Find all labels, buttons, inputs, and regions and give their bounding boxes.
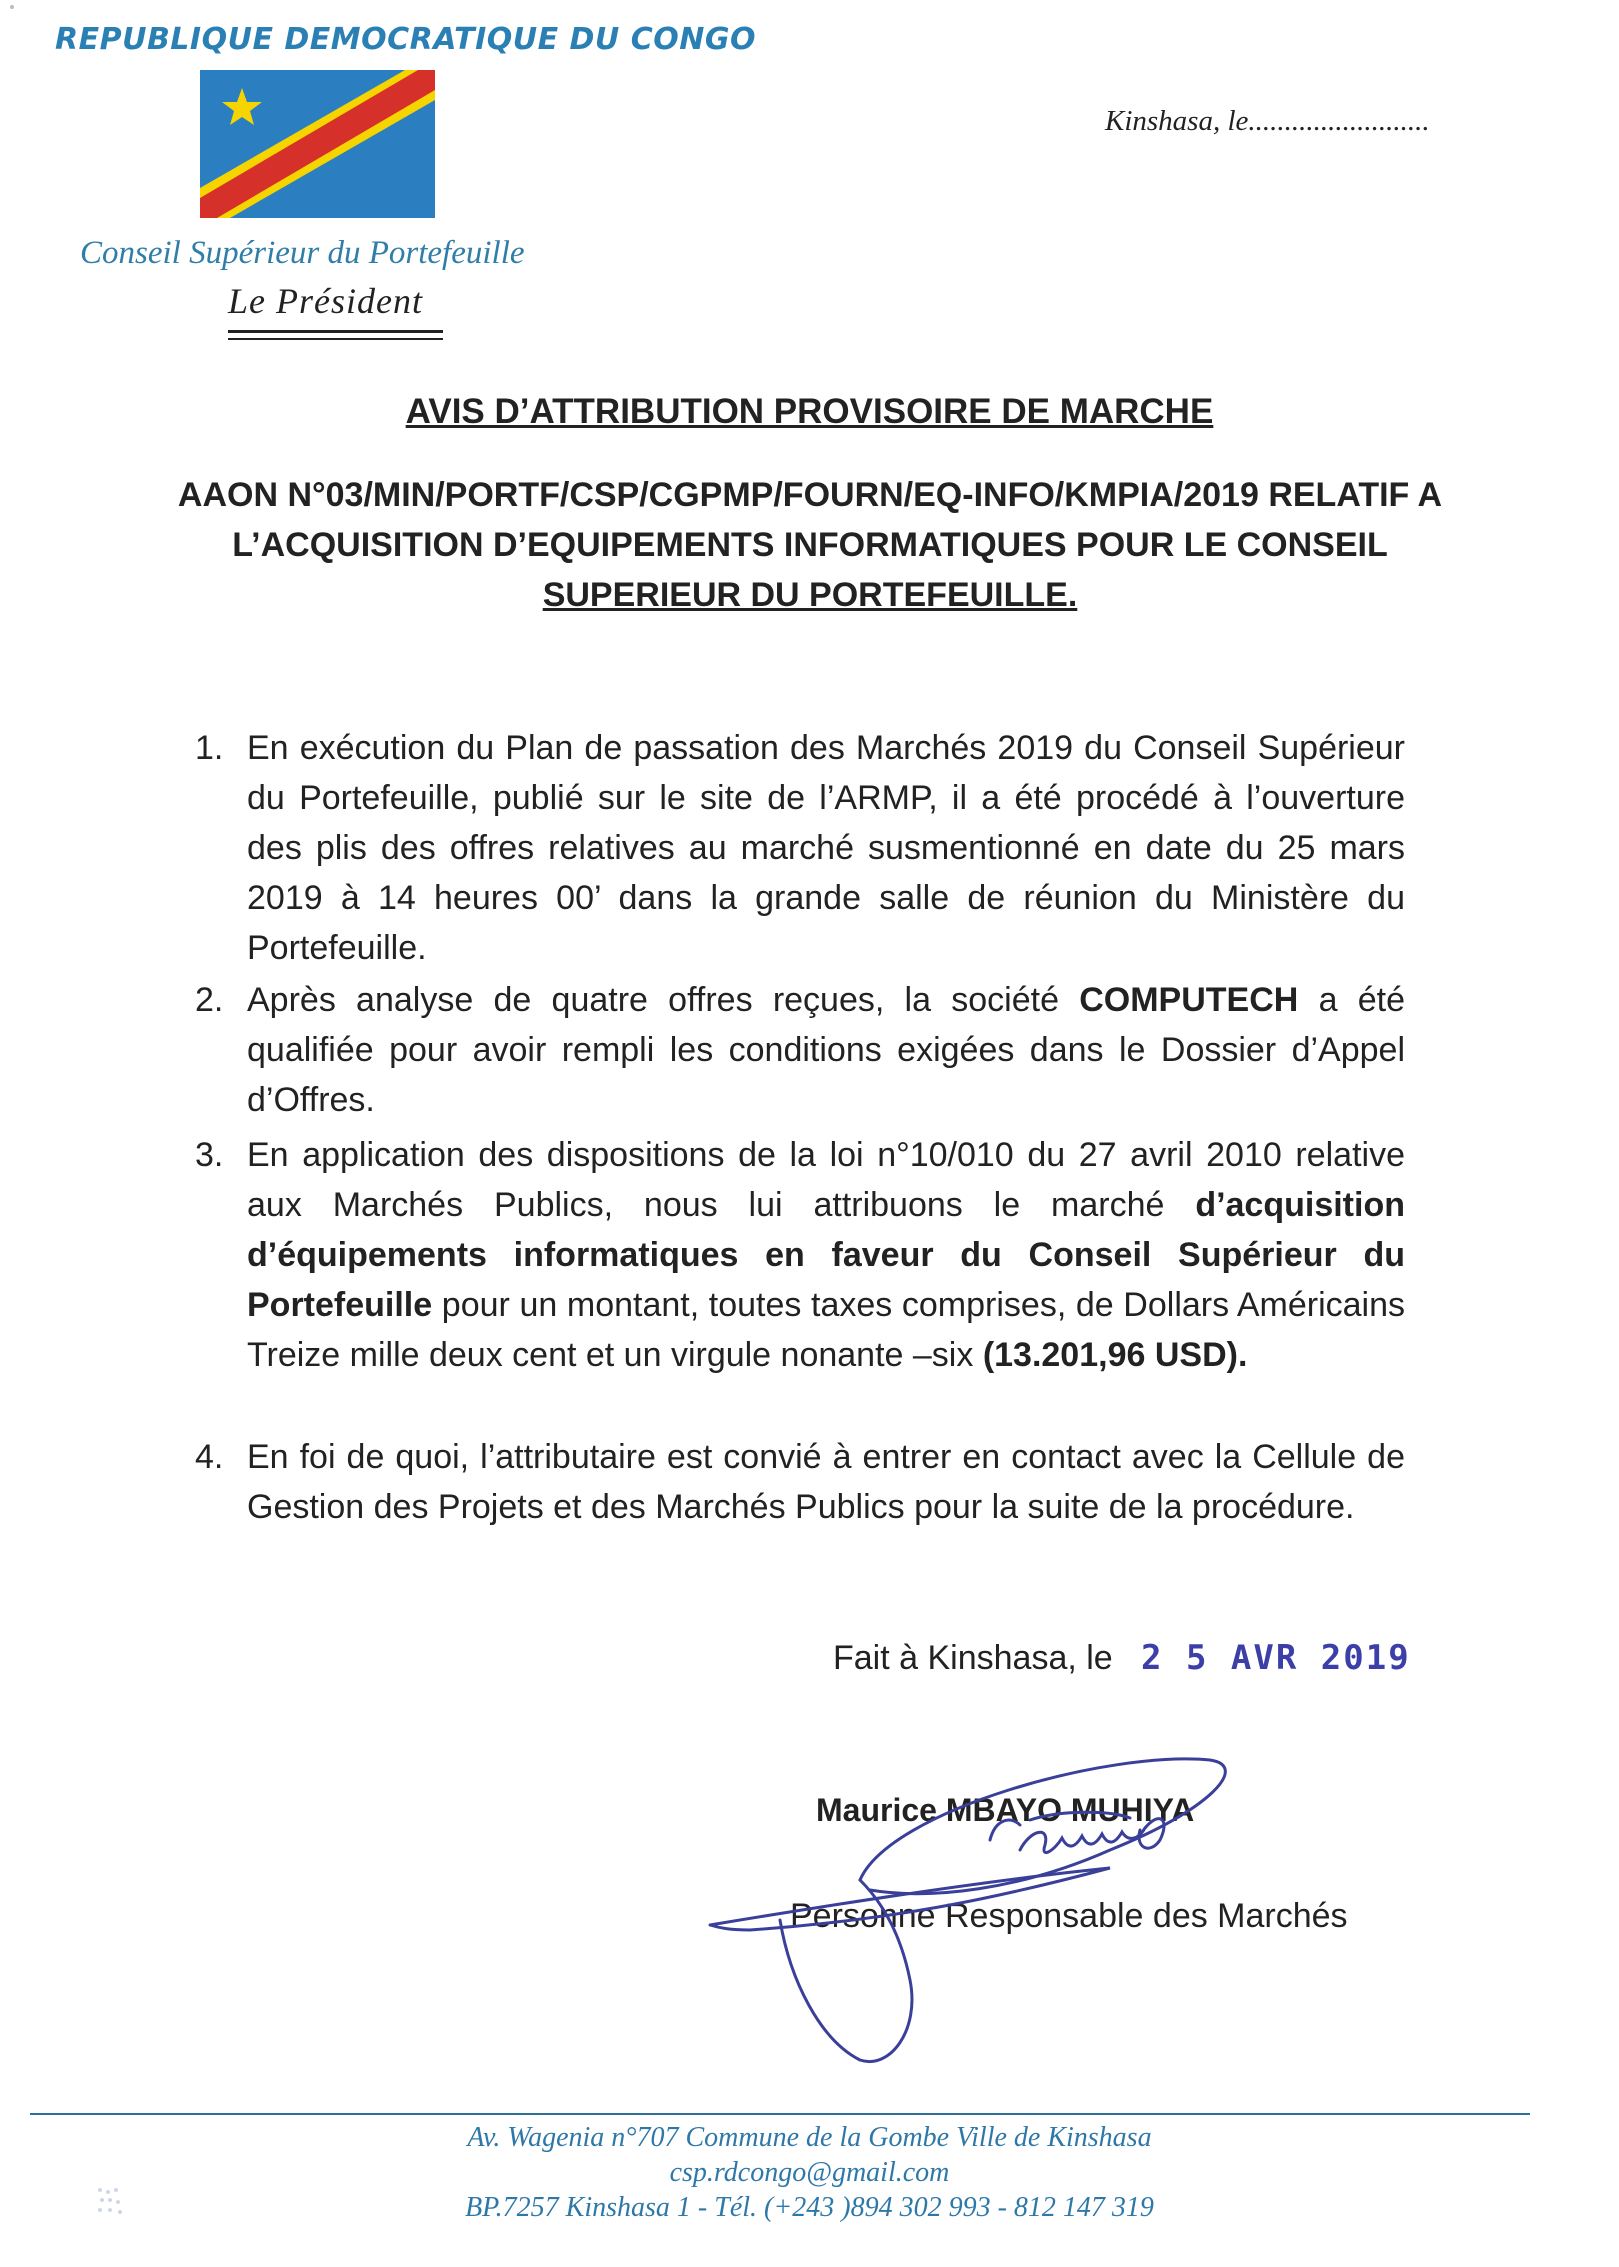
item-number: 2. xyxy=(195,981,224,1019)
done-at-text: Fait à Kinshasa, le xyxy=(833,1639,1113,1677)
divider xyxy=(228,330,443,333)
item-text: En foi de quoi, l’attributaire est convié à entrer en contact avec la Cellule de Gestion des Projets et des Marchés Publics pour la suite de la procédure. xyxy=(247,1438,1405,1526)
item-text: Après analyse de quatre offres reçues, la société COMPUTECH a été qualifiée pour avoir rempli les conditions exigées dans le Dossier d’Appel d’Offres. xyxy=(247,981,1405,1119)
city-date-line: Kinshasa, le......................... xyxy=(1105,105,1430,137)
subtitle-line: L’ACQUISITION D’EQUIPEMENTS INFORMATIQUES POUR LE CONSEIL xyxy=(232,526,1388,564)
list-item xyxy=(195,975,1405,1125)
list-item xyxy=(195,1432,1405,1532)
signer-role: Personne Responsable des Marchés xyxy=(790,1897,1348,1935)
notice-subtitle xyxy=(150,470,1470,620)
footer-contact: BP.7257 Kinshasa 1 - Tél. (+243 )894 302 993 - 812 147 319 xyxy=(465,2192,1154,2223)
item-number: 1. xyxy=(195,729,224,767)
company-name: COMPUTECH xyxy=(1079,981,1299,1019)
contract-subject: d’acquisition d’équipements informatiques en faveur du Conseil Supérieur du Portefeuille xyxy=(247,1186,1405,1324)
scan-artifact-icon xyxy=(80,2170,140,2230)
item-number: 4. xyxy=(195,1438,224,1476)
list-item xyxy=(195,723,1405,973)
contract-amount: (13.201,96 USD). xyxy=(982,1336,1248,1374)
item-number: 3. xyxy=(195,1136,224,1174)
signature-icon xyxy=(690,1730,1250,2070)
place-date-line xyxy=(833,1638,1411,1678)
drc-flag-icon xyxy=(200,70,435,218)
organization-name: Conseil Supérieur du Portefeuille xyxy=(80,235,525,271)
subtitle-line: SUPERIEUR DU PORTEFEUILLE. xyxy=(542,576,1078,614)
footer-divider xyxy=(30,2113,1530,2115)
item-text: En exécution du Plan de passation des Marchés 2019 du Conseil Supérieur du Portefeuille, publié sur le site de l’ARMP, il a été procédé à l’ouverture des plis des offres relatives au marché susmentionné en date du 25 mars 2019 à 14 heures 00’ dans la grande salle de réunion du Ministère du Portefeuille. xyxy=(247,729,1405,967)
footer-email[interactable]: csp.rdcongo@gmail.com xyxy=(669,2157,950,2188)
date-stamp: 2 5 AVR 2019 xyxy=(1141,1638,1411,1678)
subtitle-line: AAON N°03/MIN/PORTF/CSP/CGPMP/FOURN/EQ-INFO/KMPIA/2019 RELATIF A xyxy=(177,476,1443,514)
item-text: En application des dispositions de la loi n°10/010 du 27 avril 2010 relative aux Marchés Publics, nous lui attribuons le marché d’acquisition d’équipements informatiques en faveur du Conseil Supérieur du Portefeuille pour un montant, toutes taxes comprises, de Dollars Américains Treize mille deux cent et un virgule nonante –six (13.201,96 USD). xyxy=(247,1136,1405,1374)
scan-speck xyxy=(10,5,14,9)
president-title: Le Président xyxy=(228,281,423,321)
notice-title xyxy=(0,392,1619,432)
list-item xyxy=(195,1130,1405,1380)
country-heading: REPUBLIQUE DEMOCRATIQUE DU CONGO xyxy=(55,22,756,57)
footer-address: Av. Wagenia n°707 Commune de la Gombe Ville de Kinshasa xyxy=(467,2122,1152,2153)
notice-title-text: AVIS D’ATTRIBUTION PROVISOIRE DE MARCHE xyxy=(405,392,1214,431)
signer-name: Maurice MBAYO MUHIYA xyxy=(816,1792,1195,1828)
divider xyxy=(228,338,443,340)
